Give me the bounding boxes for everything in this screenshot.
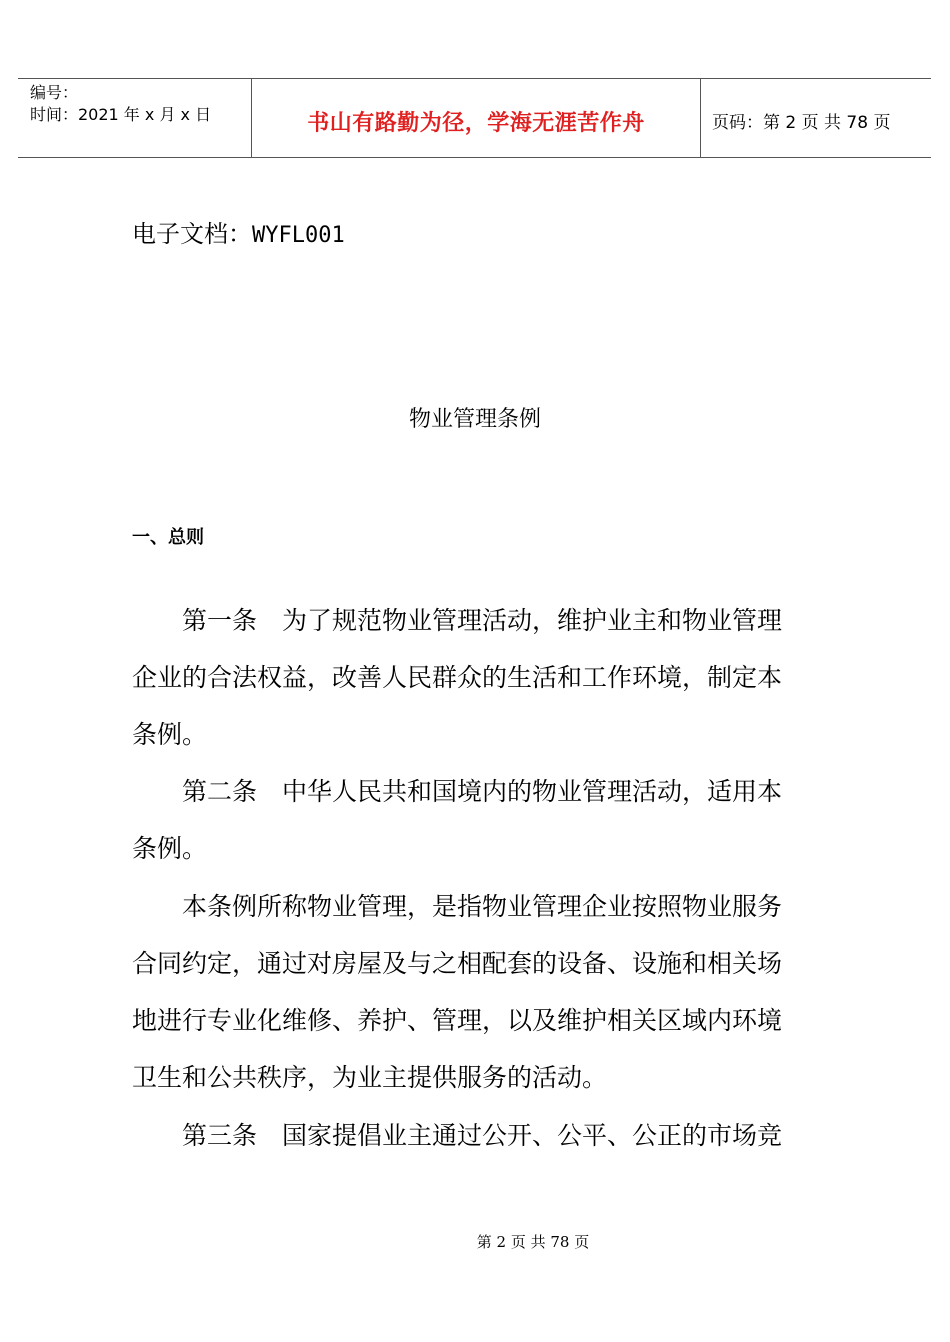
motto: 书山有路勤为径，学海无涯苦作舟 — [307, 111, 645, 136]
body-line: 本条例所称物业管理，是指物业管理企业按照物业服务 — [182, 892, 783, 921]
time-label: 时间：2021 年 x 月 x 日 — [30, 105, 212, 124]
body-line: 卫生和公共秩序，为业主提供服务的活动。 — [132, 1063, 608, 1092]
header-motto-cell — [251, 79, 701, 157]
header-page-cell — [700, 79, 931, 157]
body-line: 合同约定，通过对房屋及与之相配套的设备、设施和相关场 — [132, 949, 783, 978]
serial-label: 编号： — [30, 83, 79, 102]
document-id-label: 电子文档： — [132, 220, 252, 248]
document-id — [132, 214, 345, 249]
body-line: 第三条 国家提倡业主通过公开、公平、公正的市场竞 — [182, 1121, 783, 1150]
body-line: 第一条 为了规范物业管理活动，维护业主和物业管理 — [182, 606, 783, 635]
body-line: 企业的合法权益，改善人民群众的生活和工作环境，制定本 — [132, 663, 783, 692]
page-footer: 第 2 页 共 78 页 — [476, 1233, 590, 1251]
body-line: 条例。 — [132, 834, 208, 863]
document-title: 物业管理条例 — [408, 407, 541, 432]
page-code: 页码：第 2 页 共 78 页 — [712, 113, 891, 133]
header-meta — [18, 79, 250, 157]
section-heading: 一、总则 — [132, 527, 204, 548]
body-line: 第二条 中华人民共和国境内的物业管理活动，适用本 — [182, 777, 783, 806]
page-header — [18, 78, 931, 158]
body-line: 条例。 — [132, 720, 208, 749]
body-line: 地进行专业化维修、养护、管理，以及维护相关区域内环境 — [132, 1006, 783, 1035]
document-id-code: WYFL001 — [252, 223, 345, 248]
